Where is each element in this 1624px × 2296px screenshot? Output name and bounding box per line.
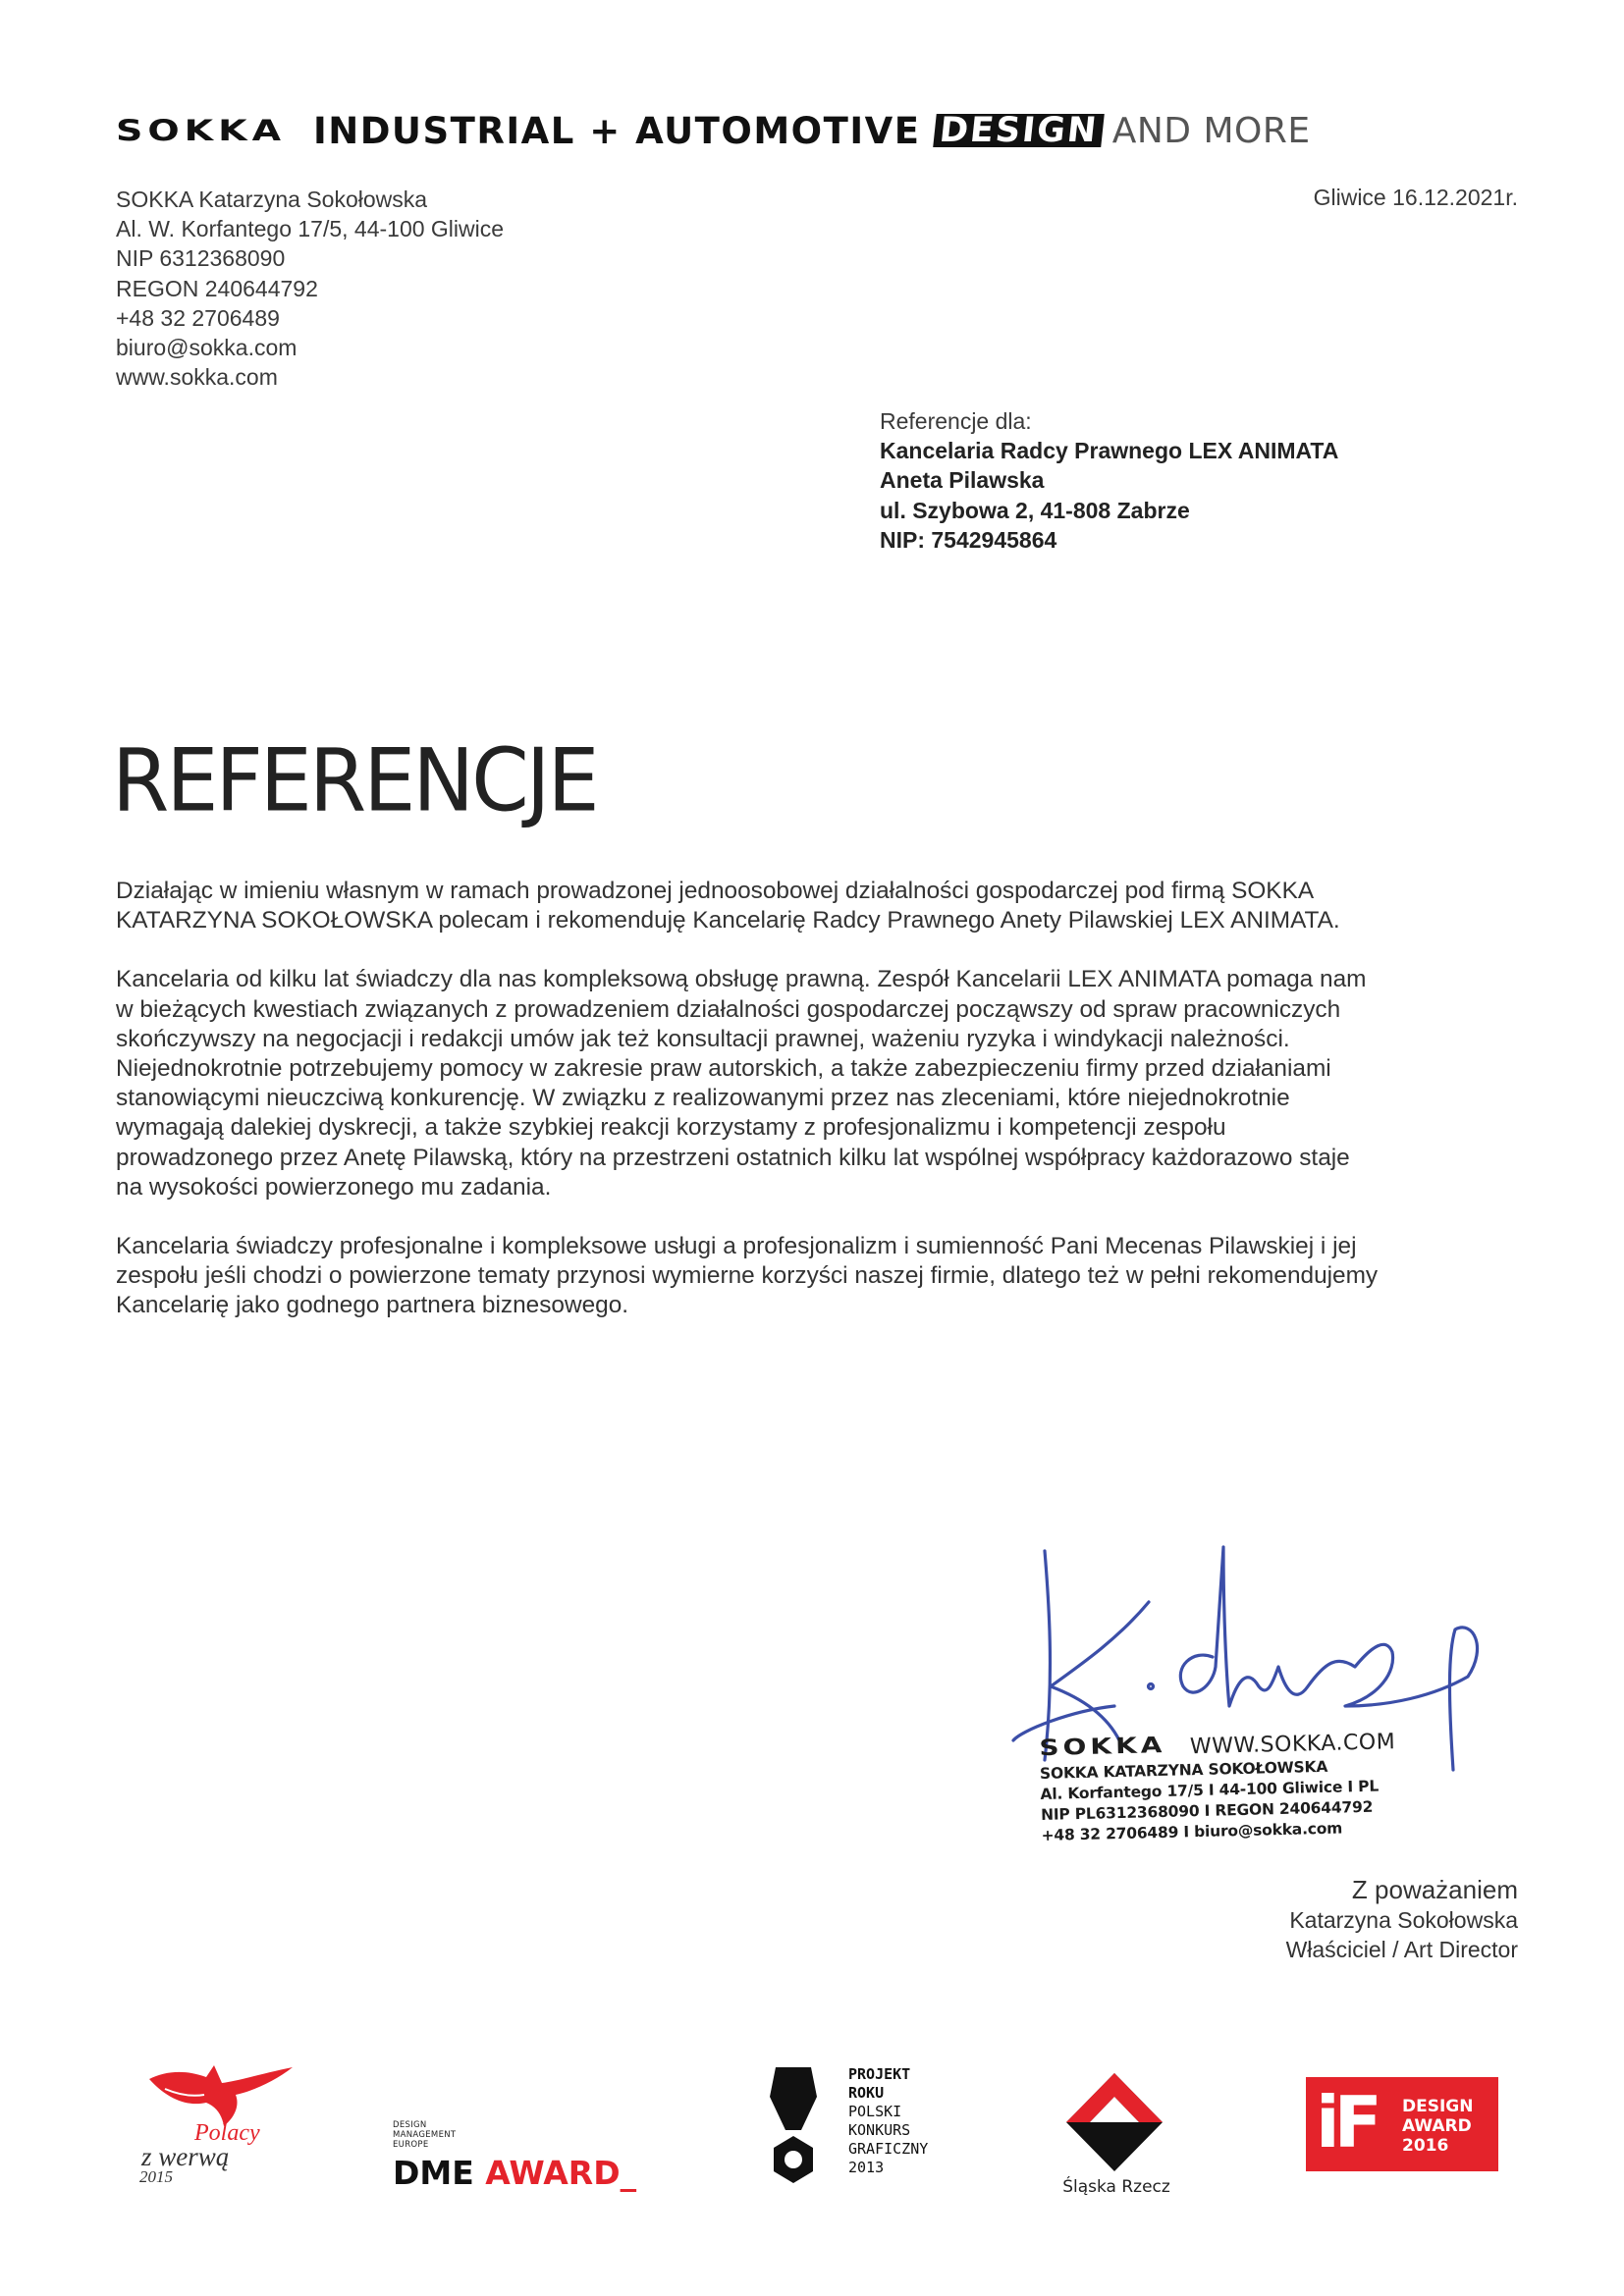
sender-line: +48 32 2706489 xyxy=(116,304,280,331)
dme-small-line: EUROPE xyxy=(393,2140,429,2150)
sender-line: NIP 6312368090 xyxy=(116,245,286,272)
company-stamp xyxy=(1039,1723,1398,1846)
text-line: w bieżących kwestiach związanych z prowadzeniem działalności gospodarczej począwszy od spraw pracowniczych xyxy=(116,995,1341,1023)
award-dme xyxy=(393,2120,687,2199)
award-polacy-z-werwa xyxy=(137,2061,304,2189)
paragraph xyxy=(116,965,1530,1202)
signer-role: Właściciel / Art Director xyxy=(1285,1937,1518,1962)
text-line: Kancelaria świadczy profesjonalne i kompleksowe usługi a profesjonalizm i sumienność Pani Mecenas Pilawskiej i jej xyxy=(116,1233,1357,1260)
if-mark: iF xyxy=(1316,2081,1377,2163)
recipient-line: ul. Szybowa 2, 41-808 Zabrze xyxy=(880,497,1190,523)
stamp-website: WWW.SOKKA.COM xyxy=(1189,1730,1396,1760)
award-slaska-rzecz xyxy=(1041,2071,1188,2203)
award-projekt-roku xyxy=(766,2065,962,2193)
sender-line: www.sokka.com xyxy=(116,364,278,391)
tagline-main: INDUSTRIAL + AUTOMOTIVE xyxy=(312,109,921,152)
text-line: wymagają dalekiej dyskrecji, a także szybkiej reakcji korzystamy z profesjonalizmu i kompetencji zespołu xyxy=(116,1114,1226,1142)
dme-award: AWARD_ xyxy=(485,2154,637,2192)
text-line: prowadzonego przez Anetę Pilawską, który na przestrzeni ostatnich kilku lat wspólnej współpracy każdorazowo staje xyxy=(116,1144,1350,1171)
stamp-logo: SOKKA xyxy=(1039,1732,1166,1761)
letter-date: Gliwice 16.12.2021r. xyxy=(1313,185,1518,210)
polacy-year: 2015 xyxy=(139,2167,173,2186)
recipient-block xyxy=(880,406,1338,555)
text-line: skończywszy na negocjacji i redakcji umów jak też konsultacji prawnej, ważeniu ryzyka i windykacji należności. xyxy=(116,1025,1290,1052)
recipient-line: Aneta Pilawska xyxy=(880,467,1045,494)
stamp-line: NIP PL6312368090 I REGON 240644792 xyxy=(1040,1797,1374,1824)
text-line: KATARZYNA SOKOŁOWSKA polecam i rekomenduję Kancelarię Radcy Prawnego Anety Pilawskiej LEX ANIMATA. xyxy=(116,907,1340,934)
tagline-design: DESIGN xyxy=(933,114,1105,147)
projekt-line: POLSKI xyxy=(848,2103,902,2120)
projekt-line: PROJEKT xyxy=(848,2065,911,2083)
brand-logo: SOKKA xyxy=(116,113,286,148)
medal-icon xyxy=(766,2067,821,2191)
closing-block xyxy=(1286,1875,1518,1965)
tagline-more: AND MORE xyxy=(1111,110,1311,151)
paragraph xyxy=(116,1232,1530,1321)
projekt-line: GRAFICZNY xyxy=(848,2140,929,2158)
text-line: Niejednokrotnie potrzebujemy pomocy w zakresie praw autorskich, a także zabezpieczeniu firmy przed działaniami xyxy=(116,1055,1331,1083)
dme-main: DME xyxy=(393,2154,474,2192)
if-line: AWARD xyxy=(1402,2116,1472,2136)
polacy-line2: z werwą xyxy=(141,2142,230,2171)
dme-small-line: MANAGEMENT xyxy=(393,2130,457,2140)
sender-line: SOKKA Katarzyna Sokołowska xyxy=(116,187,428,212)
document-title: REFERENCJE xyxy=(112,729,597,831)
if-line: 2016 xyxy=(1402,2136,1449,2156)
letterhead xyxy=(116,106,1311,155)
sender-address xyxy=(116,185,504,392)
closing-greeting: Z poważaniem xyxy=(1351,1875,1518,1904)
stamp-line: +48 32 2706489 I biuro@sokka.com xyxy=(1041,1819,1343,1844)
award-if-design xyxy=(1306,2077,1498,2171)
text-line: Kancelarię jako godnego partnera biznesowego. xyxy=(116,1292,629,1319)
projekt-line: 2013 xyxy=(848,2159,885,2176)
signer-name: Katarzyna Sokołowska xyxy=(1289,1906,1518,1933)
text-line: Działając w imieniu własnym w ramach prowadzonej jednoosobowej działalności gospodarczej pod firmą SOKKA xyxy=(116,878,1315,904)
diamond-logo-icon xyxy=(1060,2071,1168,2173)
stamp-line: Al. Korfantego 17/5 I 44-100 Gliwice I PL xyxy=(1040,1777,1380,1803)
sender-line: Al. W. Korfantego 17/5, 44-100 Gliwice xyxy=(116,216,505,242)
text-line: na wysokości powierzonego mu zadania. xyxy=(116,1173,552,1201)
sender-line: biuro@sokka.com xyxy=(116,335,298,361)
projekt-line: KONKURS xyxy=(848,2121,911,2139)
text-line: stanowiącymi nieuczciwą konkurencję. W związku z realizowanymi przez nas zleceniami, które niejednokrotnie xyxy=(116,1085,1290,1112)
slaska-name: Śląska Rzecz xyxy=(1062,2177,1170,2197)
stamp-line: SOKKA KATARZYNA SOKOŁOWSKA xyxy=(1039,1757,1328,1783)
polacy-line1: Polacy xyxy=(194,2120,260,2146)
text-line: zespołu jeśli chodzi o powierzone tematy przynosi wymierne korzyści naszej firmie, dlatego też w pełni rekomendujemy xyxy=(116,1262,1379,1290)
recipient-line: NIP: 7542945864 xyxy=(880,526,1057,553)
paragraph xyxy=(116,877,1530,935)
letter-body xyxy=(116,877,1530,1351)
sender-line: REGON 240644792 xyxy=(116,275,318,301)
text-line: Kancelaria od kilku lat świadczy dla nas kompleksową obsługę prawną. Zespół Kancelarii LEX ANIMATA pomaga nam xyxy=(116,966,1367,993)
dme-small-line: DESIGN xyxy=(393,2120,427,2130)
projekt-line: ROKU xyxy=(848,2084,885,2102)
recipient-label: Referencje dla: xyxy=(880,408,1032,434)
recipient-line: Kancelaria Radcy Prawnego LEX ANIMATA xyxy=(880,438,1339,464)
if-line: DESIGN xyxy=(1402,2097,1474,2116)
